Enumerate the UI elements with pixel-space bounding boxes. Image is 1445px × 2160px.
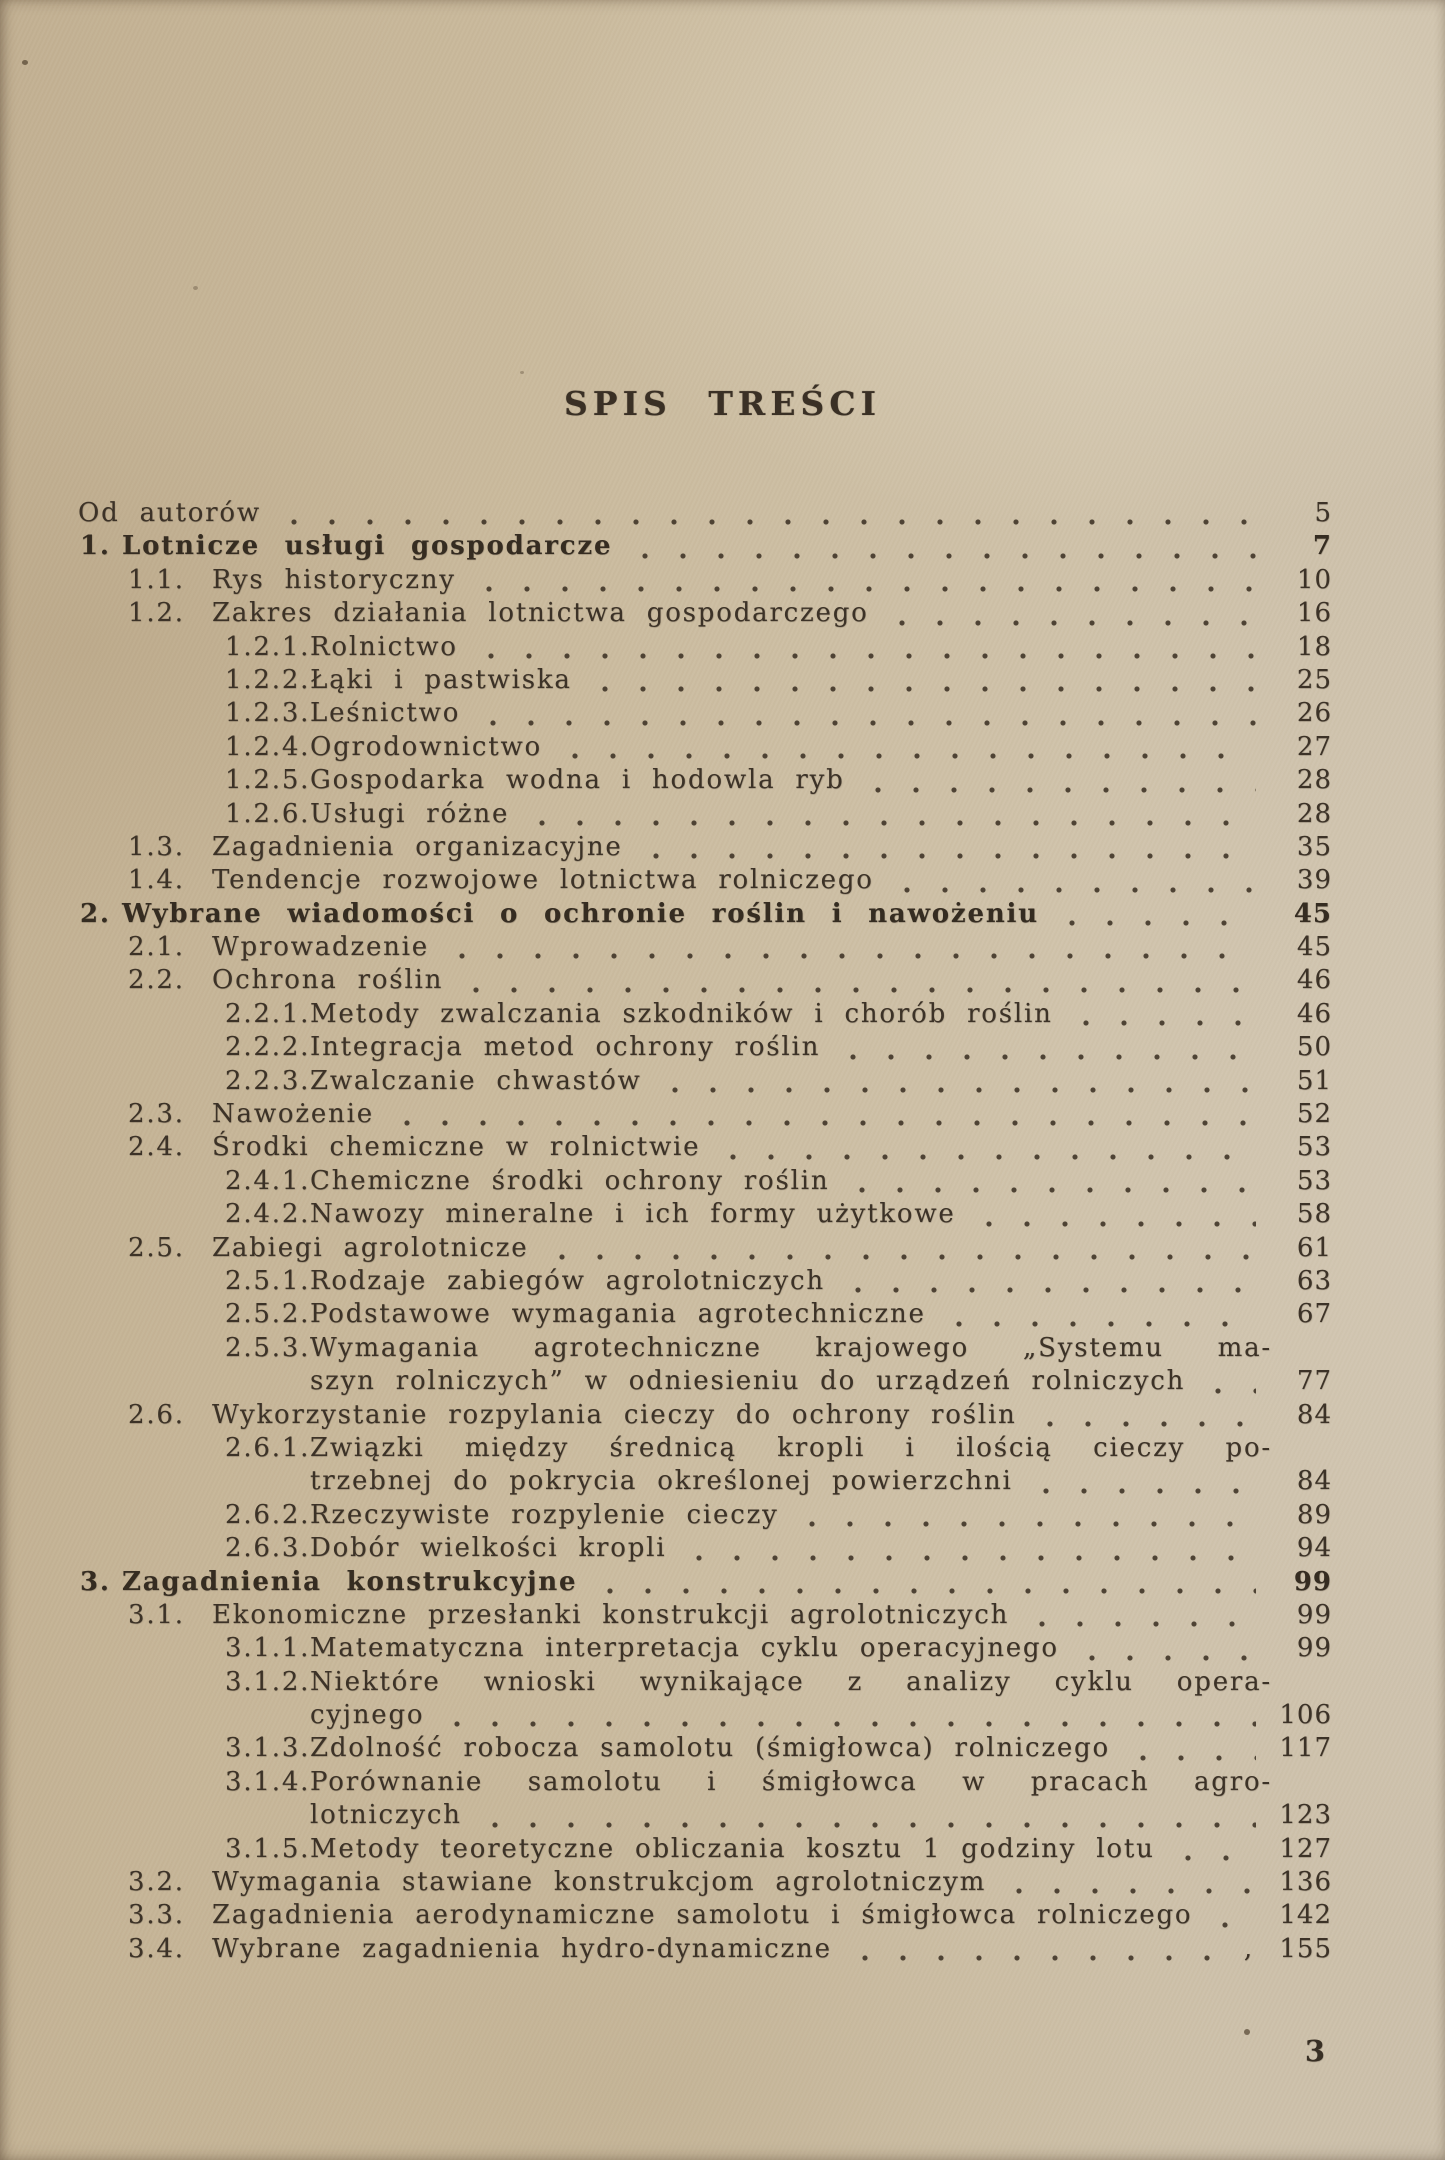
dot-leader <box>940 1298 1256 1331</box>
toc-entry-text: Zagadnienia aerodynamiczne samolotu i śmigłowca rolniczego <box>212 1900 1193 1931</box>
toc-entry-page: 46 <box>1296 965 1332 996</box>
toc-entry-number: 1.2.1. <box>225 631 311 662</box>
toc-entry-number: 2.2. <box>128 965 185 996</box>
toc-entry-page: 45 <box>1293 898 1332 929</box>
toc-entry-page: 51 <box>1296 1065 1332 1096</box>
toc-entry-page: 25 <box>1296 664 1332 695</box>
toc-entry-page: 142 <box>1279 1900 1332 1931</box>
toc-entry-text: Zakres działania lotnictwa gospodarczego <box>212 598 869 629</box>
toc-entry-page: 84 <box>1296 1399 1332 1430</box>
toc-row <box>0 1265 1445 1298</box>
toc-entry-number: 2.5.3. <box>225 1332 311 1363</box>
toc-row <box>0 864 1445 897</box>
dot-leader <box>1169 1833 1256 1866</box>
dot-leader <box>883 597 1256 630</box>
toc-row <box>0 931 1445 964</box>
dot-leader <box>472 631 1256 664</box>
toc-entry-text: Leśnictwo <box>310 698 461 729</box>
toc-entry-text: Nawożenie <box>212 1099 374 1130</box>
toc-entry-text: Gospodarka wodna i hodowla ryb <box>310 765 845 796</box>
toc-entry-text: Rolnictwo <box>310 631 458 662</box>
toc-row <box>0 564 1445 597</box>
toc-entry-page: 35 <box>1296 831 1332 862</box>
dot-leader <box>1073 1632 1256 1665</box>
toc-entry-number: 3.1.1. <box>225 1633 311 1664</box>
toc-row <box>0 964 1445 997</box>
toc-row <box>0 1699 1445 1732</box>
toc-entry-page: 127 <box>1279 1833 1332 1864</box>
toc-entry-text: Rys historyczny <box>212 564 456 595</box>
toc-entry-page: 52 <box>1296 1099 1332 1130</box>
dot-leader <box>626 530 1256 563</box>
toc-entry-text: Nawozy mineralne i ich formy użytkowe <box>310 1199 956 1230</box>
toc-entry-number: 2.4.2. <box>225 1199 311 1230</box>
toc-entry-page: 123 <box>1279 1800 1332 1831</box>
toc-entry-number: 3.1. <box>128 1599 185 1630</box>
paper-speck <box>193 286 198 290</box>
toc-entry-number: 1.2.4. <box>225 731 311 762</box>
toc-entry-page: 99 <box>1296 1633 1332 1664</box>
toc-entry-text: Środki chemiczne w rolnictwie <box>212 1132 701 1163</box>
paper-speck <box>520 371 524 374</box>
dot-leader <box>970 1198 1256 1231</box>
toc-row <box>0 1599 1445 1632</box>
toc-entry-page: 106 <box>1279 1700 1332 1731</box>
toc-entry-text: Związki między średnicą kropli i ilością cieczy po- <box>310 1432 1272 1463</box>
dot-leader <box>1067 998 1256 1031</box>
toc-entry-page: 99 <box>1296 1599 1332 1630</box>
toc-entry-text: Podstawowe wymagania agrotechniczne <box>310 1299 926 1330</box>
toc-entry-number: 3.1.5. <box>225 1833 311 1864</box>
paper-speck <box>22 60 28 65</box>
dot-leader <box>438 1699 1256 1732</box>
toc-entry-text: Porównanie samolotu i śmigłowca w pracach agro- <box>310 1766 1272 1797</box>
toc-entry-text: Ochrona roślin <box>212 965 444 996</box>
toc-entry-page: 27 <box>1296 731 1332 762</box>
toc-entry-number: 1.2. <box>128 598 185 629</box>
page-title: SPIS TREŚCI <box>563 384 882 423</box>
toc-entry-page: 50 <box>1296 1032 1332 1063</box>
toc-row <box>0 664 1445 697</box>
toc-row <box>0 1933 1445 1966</box>
toc-row <box>0 1732 1445 1765</box>
dot-leader <box>834 1031 1256 1064</box>
toc-entry-number: 2.6.2. <box>225 1499 311 1530</box>
toc-entry-text: Tendencje rozwojowe lotnictwa rolniczego <box>212 865 874 896</box>
toc-entry-text: Metody zwalczania szkodników i chorób roślin <box>310 998 1053 1029</box>
toc-entry-page: 61 <box>1296 1232 1332 1263</box>
toc-entry-text: Wprowadzenie <box>212 932 429 963</box>
toc-row <box>0 898 1445 931</box>
toc-entry-number: 2.6. <box>128 1399 185 1430</box>
dot-leader <box>1206 1899 1256 1932</box>
toc-entry-number: 2.6.3. <box>225 1533 311 1564</box>
toc-entry-number: 2.5.1. <box>225 1265 311 1296</box>
toc-entry-text: Wymagania agrotechniczne krajowego „Systemu ma- <box>310 1332 1272 1363</box>
toc-row <box>0 764 1445 797</box>
dot-leader <box>843 1165 1256 1198</box>
toc-row <box>0 1165 1445 1198</box>
toc-entry-text: szyn rolniczych” w odniesieniu do urządzeń rolniczych <box>310 1366 1186 1397</box>
leader-tail: , <box>1243 1933 1254 1964</box>
toc-entry-number: 3.3. <box>128 1900 185 1931</box>
dot-leader <box>474 697 1256 730</box>
dot-leader <box>586 664 1256 697</box>
toc-row <box>0 1365 1445 1398</box>
toc-entry-text: Zagadnienia organizacyjne <box>212 831 623 862</box>
toc-row <box>0 530 1445 563</box>
toc-entry-text: Integracja metod ochrony roślin <box>310 1032 821 1063</box>
dot-leader <box>846 1933 1228 1966</box>
toc-row <box>0 1766 1445 1799</box>
toc-entry-number: 2.4. <box>128 1132 185 1163</box>
toc-entry-number: 1.2.5. <box>225 765 311 796</box>
toc-entry-number: 2.5.2. <box>225 1299 311 1330</box>
toc-entry-text: Matematyczna interpretacja cyklu operacyjnego <box>310 1633 1059 1664</box>
toc-row <box>0 1432 1445 1465</box>
toc-entry-page: 117 <box>1279 1733 1332 1764</box>
dot-leader <box>457 964 1256 997</box>
paper-speck <box>1244 2029 1250 2035</box>
toc-entry-page: 99 <box>1293 1566 1332 1597</box>
toc-entry-number: 2.5. <box>128 1232 185 1263</box>
toc-entry-text: Od autorów <box>78 498 261 528</box>
toc-row <box>0 831 1445 864</box>
toc-entry-text: Łąki i pastwiska <box>310 664 572 695</box>
toc-row <box>0 497 1445 530</box>
toc-entry-text: Zwalczanie chwastów <box>310 1065 642 1096</box>
toc-row <box>0 597 1445 630</box>
toc-entry-page: 136 <box>1279 1867 1332 1898</box>
toc-entry-text: Ekonomiczne przesłanki konstrukcji agrolotniczych <box>212 1599 1010 1630</box>
toc-entry-number: 2.2.1. <box>225 998 311 1029</box>
toc-entry-page: 28 <box>1296 798 1332 829</box>
toc-row <box>0 1298 1445 1331</box>
toc-row <box>0 1098 1445 1131</box>
dot-leader <box>275 497 1256 530</box>
toc-row <box>0 1031 1445 1064</box>
dot-leader <box>1031 1399 1256 1432</box>
toc-entry-page: 45 <box>1296 932 1332 963</box>
dot-leader <box>1053 898 1256 931</box>
toc-entry-text: cyjnego <box>310 1700 425 1731</box>
toc-entry-number: 2.2.2. <box>225 1032 311 1063</box>
dot-leader <box>656 1065 1256 1098</box>
toc-entry-number: 1.2.2. <box>225 664 311 695</box>
dot-leader <box>680 1532 1256 1565</box>
toc-entry-number: 3.1.3. <box>225 1733 311 1764</box>
dot-leader <box>714 1131 1256 1164</box>
dot-leader <box>637 831 1256 864</box>
toc-entry-page: 18 <box>1296 631 1332 662</box>
toc-entry-page: 77 <box>1296 1366 1332 1397</box>
toc-row <box>0 1499 1445 1532</box>
toc-entry-page: 67 <box>1296 1299 1332 1330</box>
toc-entry-number: 2.6.1. <box>225 1432 311 1463</box>
toc-row <box>0 1232 1445 1265</box>
toc-entry-text: Lotnicze usługi gospodarcze <box>122 531 613 562</box>
toc-entry-text: Wybrane wiadomości o ochronie roślin i nawożeniu <box>122 898 1039 929</box>
dot-leader <box>888 864 1256 897</box>
toc-entry-number: 1.4. <box>128 865 185 896</box>
toc-entry-text: Chemiczne środki ochrony roślin <box>310 1165 830 1196</box>
toc-entry-number: 3.1.4. <box>225 1766 311 1797</box>
dot-leader <box>476 1799 1256 1832</box>
toc-row <box>0 697 1445 730</box>
toc-row <box>0 1332 1445 1365</box>
dot-leader <box>1023 1599 1256 1632</box>
page-number: 3 <box>1304 2034 1325 2068</box>
toc-entry-number: 3.1.2. <box>225 1666 311 1697</box>
toc-row <box>0 1566 1445 1599</box>
toc-entry-number: 3.4. <box>128 1933 185 1964</box>
dot-leader <box>591 1566 1256 1599</box>
toc-entry-page: 53 <box>1296 1132 1332 1163</box>
dot-leader <box>523 798 1256 831</box>
toc-row <box>0 1866 1445 1899</box>
toc-entry-text: Niektóre wnioski wynikające z analizy cyklu opera- <box>310 1666 1272 1697</box>
toc-entry-page: 26 <box>1296 698 1332 729</box>
toc-entry-page: 28 <box>1296 765 1332 796</box>
toc-row <box>0 1065 1445 1098</box>
toc-entry-text: trzebnej do pokrycia określonej powierzchni <box>310 1466 1013 1497</box>
toc-entry-page: 39 <box>1296 865 1332 896</box>
toc-entry-number: 2.4.1. <box>225 1165 311 1196</box>
toc-entry-text: Usługi różne <box>310 798 510 829</box>
toc-row <box>0 1899 1445 1932</box>
dot-leader <box>839 1265 1256 1298</box>
toc-entry-number: 2.1. <box>128 932 185 963</box>
toc-entry-text: Zagadnienia konstrukcyjne <box>122 1566 578 1597</box>
toc-entry-text: Dobór wielkości kropli <box>310 1533 667 1564</box>
toc-entry-number: 1.2.3. <box>225 698 311 729</box>
toc-entry-text: Wymagania stawiane konstrukcjom agrolotniczym <box>212 1867 987 1898</box>
dot-leader <box>443 931 1256 964</box>
toc-entry-page: 84 <box>1296 1466 1332 1497</box>
toc-row <box>0 998 1445 1031</box>
dot-leader <box>793 1499 1256 1532</box>
toc-entry-page: 63 <box>1296 1265 1332 1296</box>
toc-entry-number: 2.2.3. <box>225 1065 311 1096</box>
toc-entry-number: 2. <box>80 898 111 929</box>
toc-entry-text: Zabiegi agrolotnicze <box>212 1232 529 1263</box>
toc-entry-text: Metody teoretyczne obliczania kosztu 1 godziny lotu <box>310 1833 1155 1864</box>
table-of-contents <box>0 497 1445 1966</box>
toc-entry-page: 5 <box>1314 498 1332 528</box>
toc-row <box>0 1465 1445 1498</box>
toc-entry-text: Rodzaje zabiegów agrolotniczych <box>310 1265 825 1296</box>
toc-row <box>0 731 1445 764</box>
toc-entry-number: 1. <box>80 531 111 562</box>
toc-row <box>0 631 1445 664</box>
toc-row <box>0 1666 1445 1699</box>
toc-entry-page: 53 <box>1296 1165 1332 1196</box>
toc-row <box>0 798 1445 831</box>
toc-entry-text: Rzeczywiste rozpylenie cieczy <box>310 1499 779 1530</box>
toc-entry-page: 46 <box>1296 998 1332 1029</box>
toc-row <box>0 1632 1445 1665</box>
toc-entry-number: 3. <box>80 1566 111 1597</box>
dot-leader <box>1199 1365 1256 1398</box>
toc-entry-text: Wybrane zagadnienia hydro-dynamiczne <box>212 1933 832 1964</box>
toc-entry-text: Wykorzystanie rozpylania cieczy do ochrony roślin <box>212 1399 1017 1430</box>
toc-entry-page: 94 <box>1296 1533 1332 1564</box>
toc-entry-number: 1.1. <box>128 564 185 595</box>
toc-row <box>0 1532 1445 1565</box>
toc-entry-number: 2.3. <box>128 1099 185 1130</box>
dot-leader <box>543 1232 1257 1265</box>
toc-entry-page: 89 <box>1296 1499 1332 1530</box>
dot-leader <box>470 564 1256 597</box>
toc-entry-number: 1.3. <box>128 831 185 862</box>
toc-row <box>0 1131 1445 1164</box>
toc-entry-page: 10 <box>1296 564 1332 595</box>
toc-entry-text: lotniczych <box>310 1800 462 1831</box>
toc-entry-number: 1.2.6. <box>225 798 311 829</box>
dot-leader <box>388 1098 1256 1131</box>
toc-row <box>0 1399 1445 1432</box>
toc-entry-text: Zdolność robocza samolotu (śmigłowca) rolniczego <box>310 1733 1110 1764</box>
dot-leader <box>556 731 1256 764</box>
toc-entry-text: Ogrodownictwo <box>310 731 542 762</box>
dot-leader <box>1027 1465 1256 1498</box>
toc-entry-number: 3.2. <box>128 1867 185 1898</box>
toc-entry-page: 155 <box>1279 1933 1332 1964</box>
toc-row <box>0 1833 1445 1866</box>
dot-leader <box>1124 1732 1256 1765</box>
dot-leader <box>1000 1866 1256 1899</box>
toc-entry-page: 58 <box>1296 1199 1332 1230</box>
toc-row <box>0 1799 1445 1832</box>
toc-row <box>0 1198 1445 1231</box>
toc-entry-page: 7 <box>1312 531 1332 562</box>
toc-entry-page: 16 <box>1296 598 1332 629</box>
dot-leader <box>859 764 1256 797</box>
